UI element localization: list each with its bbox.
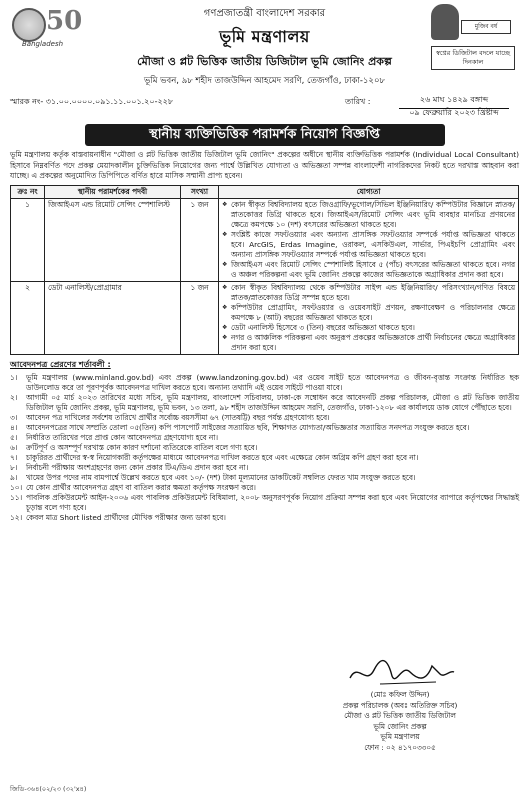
handwritten-signature <box>280 656 520 690</box>
memo-number: স্মারক নং- ৩১.০০.০০০০.০৯১.১১.০০১.২০-২২৮ <box>10 97 174 106</box>
bangladesh-50-logo <box>10 6 83 50</box>
row-qualifications <box>219 281 519 354</box>
header-qualification: যোগ্যতা <box>219 185 519 198</box>
qualification-item: ❖ নগর ও আঞ্চলিক পরিকল্পনা এবং অনুরূপ প্রকল্পের অভিজ্ঞতাকে প্রার্থী নির্বাচনের ক্ষেত্রে অগ্রাধিকার প্রদান করা হবে। <box>222 333 515 353</box>
project-name: মৌজা ও প্লট ভিত্তিক জাতীয় ডিজিটাল ভূমি জোনিং প্রকল্প <box>137 55 392 68</box>
table-header-row <box>11 185 519 198</box>
term-item: ১০। যে কোন প্রার্থীর আবেদনপত্র গ্রহণ বা বাতিল করার ক্ষমতা কর্তৃপক্ষ সংরক্ষণ করে। <box>10 482 256 492</box>
posts-table <box>10 185 519 355</box>
row-sl: ২ <box>11 281 45 354</box>
row-qualifications <box>219 198 519 281</box>
date-english: ০৯ ফেব্রুয়ারি ২০২৩ খ্রিষ্টাব্দ <box>409 108 499 117</box>
term-item: ৩। আবেদন পত্র দাখিলের সর্বশেষ তারিখে প্রার্থীর সর্বোচ্চ বয়সসীমা ৬৭ (সাতষট্টি) বছর পর্যন্ত গ্রহণযোগ্য হবে। <box>10 412 330 422</box>
date-label: তারিখ : <box>345 97 371 106</box>
term-item: ৭। চাকুরিরত প্রার্থীদের স্ব-স্ব নিয়োগকারী কর্তৃপক্ষের মাধ্যমে আবেদনপত্র দাখিল করতে হবে এবং এক্ষেত্রে কোন অগ্রিম কপি গ্রহণ করা হবে না। <box>10 452 419 462</box>
term-item: ৯। খামের উপর পদের নাম বামপার্শ্বে উল্লেখ করতে হবে এবং ১০/- (দশ) টাকা মূল্যমানের ডাকটিকেট সম্বলিত ফেরত খাম সংযুক্ত করতে হবে। <box>10 472 416 482</box>
row-post: ডেটা এনালিস্ট/প্রোগ্রামার <box>45 281 181 354</box>
qualification-item: ❖ কোন স্বীকৃত বিশ্ববিদ্যালয় থেকে কম্পিউটার সাইন্স এন্ড ইঞ্জিনিয়ারিং/ পরিসংখ্যান/গণিত বিষয়ে স্নাতক/স্নাতকোত্তর ডিগ্রি সম্পন্ন হতে হবে। <box>222 283 515 303</box>
emblem-icon <box>12 8 46 42</box>
term-item: ৫। নির্ধারিত তারিখের পরে প্রাপ্ত কোন আবেদনপত্র গ্রহণযোগ্য হবে না। <box>10 432 218 442</box>
signatory-designation: প্রকল্প পরিচালক (অবঃ অতিরিক্ত সচিব) <box>342 700 458 710</box>
notice-title: স্থানীয় ব্যক্তিভিত্তিক পরামর্শক নিয়োগ বিজ্ঞপ্তি <box>85 124 445 146</box>
qualification-item: ❖ ডেটা এনালিস্ট হিসেবে ৩ (তিন) বছরের অভিজ্ঞতা থাকতে হবে। <box>222 323 515 333</box>
mujib-borsho-logo <box>427 4 519 78</box>
header <box>10 4 519 90</box>
header-count: সংখ্যা <box>181 185 219 198</box>
signatory-name: (মোঃ কফিল উদ্দিন) <box>370 690 430 699</box>
row-count: ১ জন <box>181 281 219 354</box>
reference-row <box>10 94 519 122</box>
table-row <box>11 281 519 354</box>
qualification-item: ❖ কম্পিউটার প্রোগ্রামিং, সফটওয়্যার ও ওয়েবসাইট প্রণয়ন, রক্ষণাবেক্ষণ ও পরিচালনার ক্ষেত্রে কমপক্ষে ৮ (আট) বছরের অভিজ্ঞতা থাকতে হবে। <box>222 303 515 323</box>
government-name: গণপ্রজাতন্ত্রী বাংলাদেশ সরকার <box>203 8 326 19</box>
term-item: ১। ভূমি মন্ত্রণালয় (www.minland.gov.bd) এবং প্রকল্প (www.landzoning.gov.bd) এর ওয়েব সাইট হতে আবেদনপত্র ও জীবন-বৃত্তান্ত সংক্রান্ত নির্ধারিত ছক ডাউনলোড করে তা পূরণপূর্বক আবেদনপত্র দাখিল করতে হবে। অন্যান্য তথ্যাদি এই ওয়েব সাইটে পাওয়া যাবে। <box>10 372 519 392</box>
date-bangla: ২৬ মাঘ ১৪২৯ বঙ্গাব্দ <box>399 94 509 109</box>
term-item: ৬। ক্রটিপূর্ণ ও অসম্পূর্ণ দরখাস্ত কোন কারণ দর্শানো ব্যতিরেকে বাতিল বলে গণ্য হবে। <box>10 442 258 452</box>
digital-slogan: স্বপ্নের ডিজিটাল বদলে যাচ্ছে দিনকাল <box>431 46 515 70</box>
header-sl: ক্রঃ নং <box>11 185 45 198</box>
table-row <box>11 198 519 281</box>
signature-block <box>280 656 520 753</box>
logo-text: Bangladesh <box>22 40 64 48</box>
qualification-item: ❖ কোন স্বীকৃত বিশ্ববিদ্যালয় হতে জিওগ্রাফি/ভূগোল/সিভিল ইঞ্জিনিয়ারিং/ কম্পিউটার বিজ্ঞানে স্নাতক/স্নাতকোত্তর ডিগ্রি থাকতে হবে। জিআইএস/রিমোট সেন্সিং এবং ভূমি ব্যবহার মানচিত্র প্রণয়নের ক্ষেত্রে কমপক্ষে ১০ (দশ) বৎসরের অভিজ্ঞতা থাকতে হবে। <box>222 200 515 230</box>
row-sl: ১ <box>11 198 45 281</box>
term-item: ৮। নির্বাচনী পরীক্ষায় অংশগ্রহণের জন্য কোন প্রকার টিএ/ডিএ প্রদান করা হবে না। <box>10 462 249 472</box>
qualification-item: ❖ জিআইএস এবং রিমোট সেন্সিং স্পেশালিষ্ট হিসাবে ৫ (পাঁচ) বৎসরের অভিজ্ঞতা থাকতে হবে। নগর ও অঞ্চল পরিকল্পনা এবং ভূমি জোনিং প্রকল্পে কাজের অভিজ্ঞতাকে অগ্রাধিকার প্রদান করা হবে। <box>222 260 515 280</box>
signatory-ministry: ভূমি মন্ত্রণালয় <box>380 732 420 741</box>
signatory-project-2: ভূমি জোনিং প্রকল্প <box>373 721 427 731</box>
term-item: ২। আগামী ০৫ মার্চ ২০২৩ তারিখের মধ্যে সচিব, ভূমি মন্ত্রণালয়, বাংলাদেশ সচিবালয়, ঢাকা-কে সম্বোধন করে আবেদনটি প্রকল্প পরিচালক, মৌজা ও প্লট ভিত্তিক জাতীয় ডিজিটাল ভূমি জোনিং প্রকল্প, ভূমি মন্ত্রণালয়, ভূমি ভবন, ১৩ তলা, ৯৮ শহীদ তাজউদ্দিন আহমেদ সরণি, তেজগাঁও, ঢাকা-১২০৮ এর কার্যালয়ে ডাক যোগে পৌঁছাতে হবে। <box>10 392 519 412</box>
term-item: ১১। পাবলিক প্রকিউরমেন্ট আইন-২০০৬ এবং পাবলিক প্রকিউরমেন্ট বিধিমালা, ২০০৮ অনুসরণপূর্বক নিয়োগ প্রক্রিয়া সম্পন্ন করা হবে এবং নিয়োগের ব্যাপারে কর্তৃপক্ষের সিদ্ধান্তই চূড়ান্ত বলে গণ্য হবে। <box>10 492 519 512</box>
signatory-project-1: মৌজা ও প্লট ভিত্তিক জাতীয় ডিজিটাল <box>344 711 456 720</box>
mujib-badge: মুজিব বর্ষ <box>461 20 511 34</box>
row-post: জিআইএস এন্ড রিমোট সেন্সিং স্পেশালিস্ট <box>45 198 181 281</box>
portrait-icon <box>431 4 459 40</box>
terms-title: আবেদনপত্র প্রেরণের শর্তাবলী : <box>10 359 111 369</box>
print-code: জিডি-৩৬৪(০২/২৩ (৩২'x৪) <box>10 785 87 793</box>
ministry-name: ভূমি মন্ত্রণালয় <box>219 27 310 46</box>
qualification-item: ❖ সংশ্লিষ্ট কাজে সফটওয়্যার এবং অন্যান্য প্রাসঙ্গিক সফটওয়্যার সম্পর্কে পর্যাপ্ত অভিজ্ঞতা থাকতে হবে। ArcGIS, Erdas Imagine, ওরাকল, এসকিউএল, সার্ভার, পিএইচপি প্রোগ্রামিং এবং অন্যান্য প্রাসঙ্গিক সফটওয়্যার সম্পর্কে পর্যাপ্ত অভিজ্ঞতা থাকতে হবে। <box>222 230 515 260</box>
office-address: ভূমি ভবন, ৯৮ শহীদ তাজউদ্দিন আহমেদ সরণি, তেজগাঁও, ঢাকা-১২০৮ <box>143 76 386 86</box>
logo-number: 50 <box>46 6 83 36</box>
terms-list <box>10 373 519 523</box>
term-item: ৪। আবেদনপত্রের সাথে সম্প্রতি তোলা ০৫(তিন) কপি পাসপোর্ট সাইজের সত্যায়িত ছবি, শিক্ষাগত যোগ্যতা/অভিজ্ঞতার সত্যায়িত সনদপত্র সংযুক্ত করতে হবে। <box>10 422 470 432</box>
row-count: ১ জন <box>181 198 219 281</box>
signatory-phone: ফোন : ০২ ৪১৭০৩৩০৫ <box>364 742 436 752</box>
header-post: স্থানীয় পরামর্শকের পদবী <box>45 185 181 198</box>
term-item: ১২। কেবল মাত্র Short listed প্রার্থীদের মৌখিক পরীক্ষার জন্য ডাকা হবে। <box>10 512 226 522</box>
signature-icon <box>340 656 460 690</box>
intro-paragraph: ভূমি মন্ত্রণালয় কর্তৃক বাস্তবায়নাধীন "মৌজা ও প্লট ভিত্তিক জাতীয় ডিজিটাল ভূমি জোনিং" প্রকল্পের অধীনে স্থানীয় ব্যক্তিভিত্তিক পরামর্শক (Individual Local Consultant) হিসাবে নিম্নবর্ণিত পদে প্রকল্প মেয়াদকালীন চুক্তিভিত্তিক নিয়োগের জন্য পার্শ্বে উল্লিখিত যোগ্যতা ও অভিজ্ঞতা সম্পন্ন বাংলাদেশী নাগরিকদের নিকট হতে দরখাস্ত আহবান করা যাচ্ছে। এ প্রকল্পের অনুমোদিত ডিপিপিতে বর্ণিত হারে মাসিক সম্মানী প্রাপ্য হবেন। <box>10 150 519 180</box>
